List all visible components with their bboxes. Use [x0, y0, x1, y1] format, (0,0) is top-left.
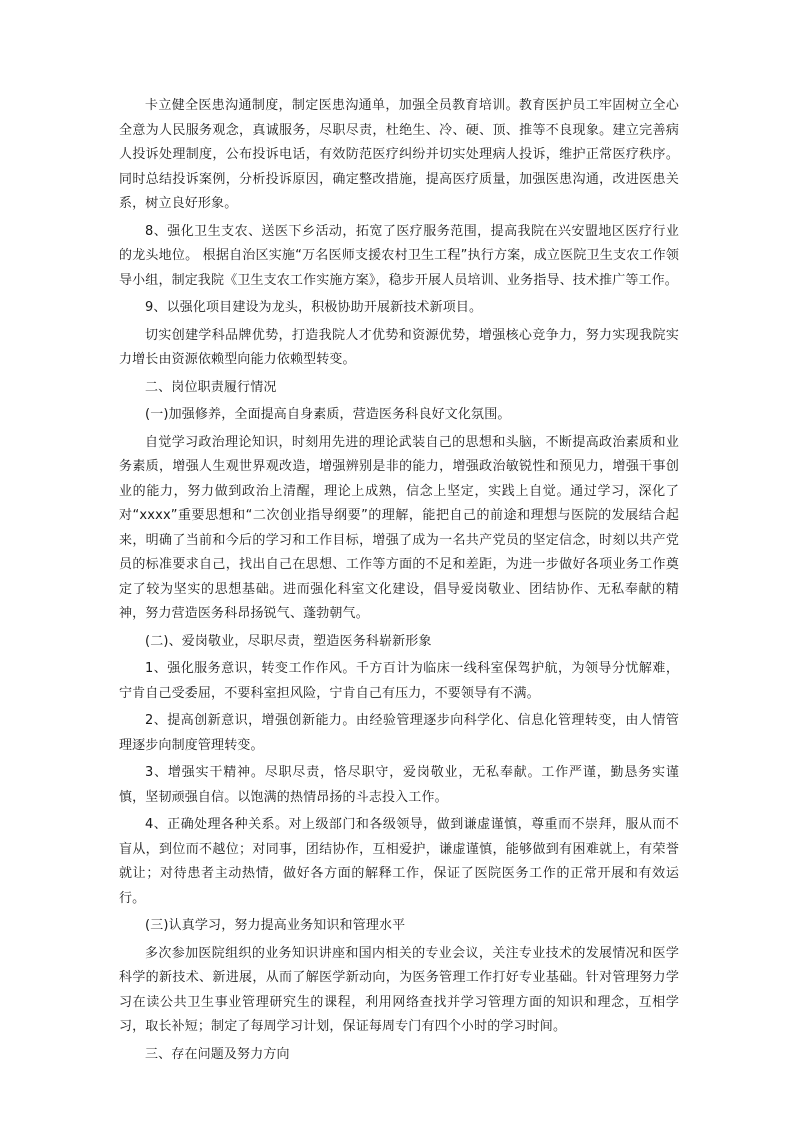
section-heading: 二、岗位职责履行情况 [145, 379, 277, 395]
document-body [119, 94, 679, 1070]
paragraph: 1、强化服务意识，转变工作作风。千方百计为临床一线科室保驾护航，为领导分忧解难，宁肯自己受委屈，不要科室担风险，宁肯自己有压力，不要领导有不满。 [119, 661, 679, 701]
paragraph: 多次参加医院组织的业务知识讲座和国内相关的专业会议，关注专业技术的发展情况和医学科学的新技术、新进展，从而了解医学新动向，为医务管理工作打好专业基础。针对管理努力学习在读公共卫生事业管理研究生的课程，利用网络查找并学习管理方面的知识和理念，互相学习，取长补短；制定了每周学习计划，保证每周专门有四个小时的学习时间。 [119, 945, 679, 1034]
paragraph: 卡立健全医患沟通制度，制定医患沟通单，加强全员教育培训。教育医护员工牢固树立全心全意为人民服务观念，真诚服务，尽职尽责，杜绝生、冷、硬、顶、推等不良现象。建立完善病人投诉处理制度，公布投诉电话，有效防范医疗纠纷并切实处理病人投诉，维护正常医疗秩序。同时总结投诉案例，分析投诉原因，确定整改措施，提高医疗质量，加强医患沟通，改进医患关系，树立良好形象。 [119, 98, 679, 211]
subsection-heading: (二)、爱岗敬业，尽职尽责，塑造医务科崭新形象 [145, 633, 432, 649]
subsection-heading: (一)加强修养，全面提高自身素质，营造医务科良好文化氛围。 [145, 407, 511, 422]
paragraph: 9、以强化项目建设为龙头，积极协助开展新技术新项目。 [145, 300, 483, 315]
section-heading: 三、存在问题及努力方向 [145, 1046, 290, 1062]
paragraph: 自觉学习政治理论知识，时刻用先进的理论武装自己的思想和头脑，不断提高政治素质和业务素质，增强人生观世界观改造，增强辨别是非的能力，增强政治敏锐性和预见力，增强干事创业的能力，努力做到政治上清醒，理论上成熟，信念上坚定，实践上自觉。通过学习，深化了对“xxxx”重要思想和“二次创业指导纲要”的理解，能把自己的前途和理想与医院的发展结合起来，明确了当前和今后的学习和工作目标，增强了成为一名共产党员的坚定信念，时刻以共产党员的标准要求自己，找出自己在思想、工作等方面的不足和差距，为进一步做好各项业务工作奠定了较为坚实的思想基础。进而强化科室文化建设，倡导爱岗敬业、团结协作、无私奉献的精神，努力营造医务科昂扬锐气、蓬勃朝气。 [119, 434, 679, 621]
paragraph: 2、提高创新意识，增强创新能力。由经验管理逐步向科学化、信息化管理转变，由人情管理逐步向制度管理转变。 [119, 713, 679, 753]
paragraph: 8、强化卫生支农、送医下乡活动，拓宽了医疗服务范围，提高我院在兴安盟地区医疗行业的龙头地位。 根据自治区实施“万名医师支援农村卫生工程”执行方案，成立医院卫生支农工作领导小组，制定我院《卫生支农工作实施方案》，稳步开展人员培训、业务指导、技术推广等工作。 [119, 223, 679, 288]
paragraph: 切实创建学科品牌优势，打造我院人才优势和资源优势，增强核心竞争力，努力实现我院实力增长由资源依赖型向能力依赖型转变。 [119, 327, 679, 367]
paragraph: 4、正确处理各种关系。对上级部门和各级领导，做到谦虚谨慎，尊重而不崇拜，服从而不盲从，到位而不越位；对同事，团结协作，互相爱护，谦虚谨慎，能够做到有困难就上，有荣誉就让；对待患者主动热情，做好各方面的解释工作，保证了医院医务工作的正常开展和有效运行。 [119, 817, 679, 906]
subsection-heading: (三)认真学习，努力提高业务知识和管理水平 [145, 918, 406, 933]
paragraph: 3、增强实干精神。尽职尽责，恪尽职守，爱岗敬业，无私奉献。工作严谨，勤恳务实谨慎，坚韧顽强自信。以饱满的热情昂扬的斗志投入工作。 [119, 765, 679, 805]
